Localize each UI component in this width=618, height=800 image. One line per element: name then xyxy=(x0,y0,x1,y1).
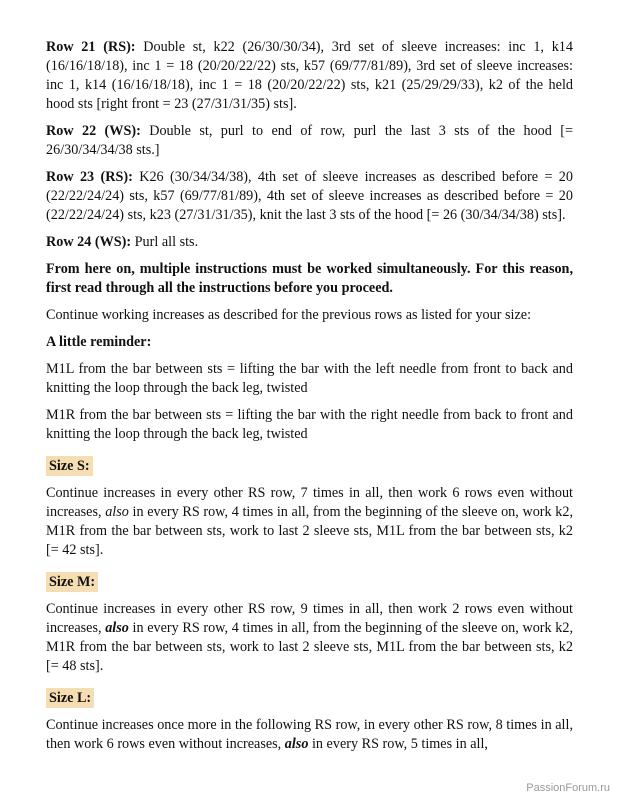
row-22-label: Row 22 (WS): xyxy=(46,123,141,139)
size-m-text-b: in every RS row, 4 times in all, from the beginning of the sleeve on, work k2, M1R from the bar between sts, work to last 2 sleeve sts, M1L from the bar between sts, k2 [= 48 sts]. xyxy=(46,620,573,674)
row-21-text: Double st, k22 (26/30/30/34), 3rd set of sleeve increases: inc 1, k14 (16/16/18/18), inc 1 = 18 (20/20/22/22) sts, k57 (69/77/81/89), 3rd set of sleeve increases: inc 1, k14 (16/16/18/18), inc 1 = 18 (20/20/22/22) sts, k21 (25/29/29/33), k2 of the held hood sts [right front = 23 (27/31/31/35) sts]. xyxy=(46,39,573,112)
row-24-text: Purl all sts. xyxy=(131,234,199,250)
reminder-heading: A little reminder: xyxy=(46,334,152,350)
size-m-label: Size M: xyxy=(46,572,98,592)
document-page xyxy=(46,38,573,762)
size-m-also: also xyxy=(105,620,129,636)
m1l-definition: M1L from the bar between sts = lifting the bar with the left needle from front to back and knitting the loop through the back leg, twisted xyxy=(46,361,573,396)
continue-instruction: Continue working increases as described for the previous rows as listed for your size: xyxy=(46,307,532,323)
row-22-paragraph xyxy=(46,122,573,160)
row-24-paragraph xyxy=(46,233,573,252)
watermark: PassionForum.ru xyxy=(526,782,610,794)
row-22-text: Double st, purl to end of row, purl the last 3 sts of the hood [= 26/30/34/34/38 sts.] xyxy=(46,123,573,158)
size-s-text-b: in every RS row, 4 times in all, from the beginning of the sleeve on, work k2, M1R from the bar between sts, work to last 2 sleeve sts, M1L from the bar between sts, k2 [= 42 sts]. xyxy=(46,504,573,558)
row-23-label: Row 23 (RS): xyxy=(46,169,133,185)
simultaneous-warning: From here on, multiple instructions must be worked simultaneously. For this reason, first read through all the instructions before you proceed. xyxy=(46,261,573,296)
row-24-label: Row 24 (WS): xyxy=(46,234,132,250)
row-23-text: K26 (30/34/34/38), 4th set of sleeve increases as described before = 20 (22/22/24/24) sts, k57 (69/77/81/89), 4th set of sleeve increases as described before = 20 (22/22/24/24) sts, k23 (27/31/31/35), knit the last 3 sts of the hood [= 26 (30/34/34/38) sts]. xyxy=(46,169,573,223)
size-l-also: also xyxy=(284,736,309,752)
row-21-label: Row 21 (RS): xyxy=(46,39,136,55)
size-l-label: Size L: xyxy=(46,688,94,708)
size-s-label: Size S: xyxy=(46,456,93,476)
size-s-also: also xyxy=(105,504,129,520)
m1r-definition: M1R from the bar between sts = lifting the bar with the right needle from back to front and knitting the loop through the back leg, twisted xyxy=(46,407,573,442)
row-23-paragraph xyxy=(46,168,573,225)
size-m-text-a: Continue increases in every other RS row, 9 times in all, then work 2 rows even without increases, xyxy=(46,601,573,636)
size-s-text-a: Continue increases in every other RS row, 7 times in all, then work 6 rows even without increases, xyxy=(46,485,573,520)
size-l-text-b: in every RS row, 5 times in all, xyxy=(308,736,488,752)
size-s-paragraph xyxy=(46,484,573,560)
size-m-paragraph xyxy=(46,600,573,676)
row-21-paragraph xyxy=(46,38,573,114)
size-l-paragraph xyxy=(46,716,573,754)
size-l-text-a: Continue increases once more in the following RS row, in every other RS row, 8 times in all, then work 6 rows even without increases, xyxy=(46,717,573,752)
